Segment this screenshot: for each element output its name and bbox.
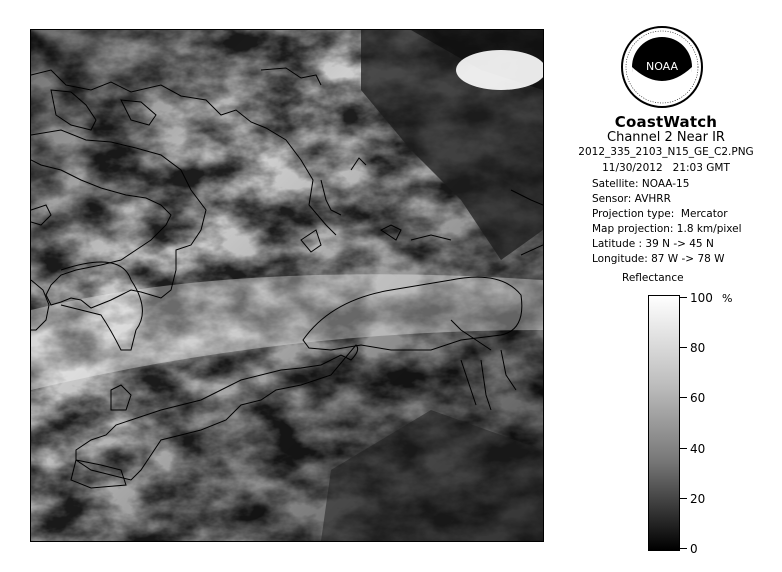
scale-tick-label: 80	[690, 341, 706, 355]
scale-tick	[679, 548, 687, 549]
projection-type-info: Projection type: Mercator	[592, 208, 728, 220]
scale-tick-label: 100	[690, 291, 713, 305]
scale-tick-label: 40	[690, 442, 706, 456]
scale-tick	[679, 397, 687, 398]
svg-text:NOAA: NOAA	[645, 60, 679, 73]
scale-tick-label: 0	[690, 542, 698, 556]
reflectance-colorbar	[648, 295, 680, 551]
scale-tick	[679, 347, 687, 348]
latitude-info: Latitude : 39 N -> 45 N	[592, 238, 714, 250]
brand-title: CoastWatch	[614, 113, 718, 131]
map-projection-info: Map projection: 1.8 km/pixel	[592, 223, 742, 235]
satellite-image	[30, 29, 544, 542]
scale-tick	[679, 448, 687, 449]
scale-title: Reflectance	[622, 272, 684, 284]
scale-tick	[679, 498, 687, 499]
filename-label: 2012_335_2103_N15_GE_C2.PNG	[578, 146, 754, 158]
noaa-logo	[620, 25, 704, 109]
cloud-imagery	[31, 30, 543, 541]
scale-tick-label: 60	[690, 391, 706, 405]
satellite-info: Satellite: NOAA-15	[592, 178, 690, 190]
channel-label: Channel 2 Near IR	[607, 130, 725, 145]
longitude-info: Longitude: 87 W -> 78 W	[592, 253, 725, 265]
scale-tick	[679, 297, 687, 298]
sensor-info: Sensor: AVHRR	[592, 193, 671, 205]
datetime-label: 11/30/2012 21:03 GMT	[602, 162, 730, 174]
scale-tick-label: 20	[690, 492, 706, 506]
scale-unit: %	[722, 292, 733, 305]
